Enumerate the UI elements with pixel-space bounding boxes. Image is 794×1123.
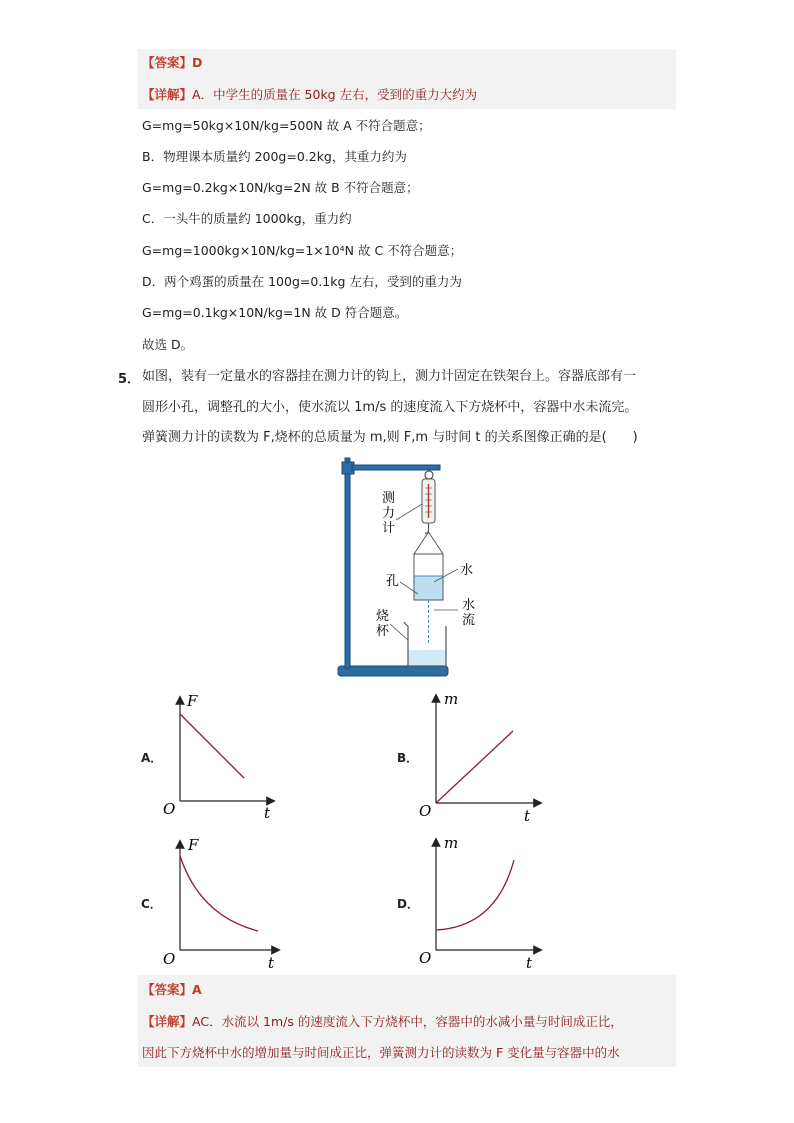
option-c-label[interactable]: C． (141, 897, 162, 911)
graph-b[interactable] (416, 690, 546, 825)
graph-d[interactable] (416, 832, 546, 970)
label-beaker-2: 杯 (376, 624, 390, 639)
origin-d: O (419, 949, 432, 967)
answer2-tag: 【答案】 (142, 982, 193, 997)
answer2-value: A (192, 982, 202, 997)
y-label-a: F (187, 692, 198, 710)
stand-arm (352, 465, 440, 470)
x-label-a: t (264, 804, 271, 820)
detail-line-2: B．物理课本质量约 200g=0.2kg，其重力约为 (142, 149, 407, 164)
answer2-detail-2: 因此下方烧杯中水的增加量与时间成正比，弹簧测力计的读数为 F 变化量与容器中的水 (142, 1045, 620, 1060)
detail-line-3: G=mg=0.2kg×10N/kg=2N 故 B 不符合题意； (142, 180, 419, 195)
x-label-b: t (524, 807, 531, 825)
label-stream-1: 水 (462, 598, 476, 613)
curve-c (180, 856, 258, 931)
detail-line-1: G=mg=50kg×10N/kg=500N 故 A 不符合题意； (142, 118, 431, 133)
answer2-line (142, 981, 202, 999)
answer-tag: 【答案】 (142, 55, 193, 70)
detail-line-8: 故选 D。 (142, 337, 194, 352)
x-label-c: t (268, 954, 275, 969)
curve-a (180, 714, 244, 778)
label-beaker-1: 烧 (376, 609, 390, 624)
prev-detail-line (142, 86, 477, 104)
detail-line-4: C．一头牛的质量约 1000kg，重力约 (142, 211, 352, 226)
graph-a[interactable] (160, 690, 280, 820)
answer2-detail-tag: 【详解】 (142, 1014, 193, 1029)
question-line-2: 圆形小孔，调整孔的大小，使水流以 1m/s 的速度流入下方烧杯中，容器中水未流完。 (142, 400, 638, 415)
option-d-label[interactable]: D． (397, 897, 419, 911)
label-meter-3: 计 (382, 521, 396, 536)
curve-b (436, 731, 513, 803)
detail-line-7: G=mg=0.1kg×10N/kg=1N 故 D 符合题意。 (142, 305, 408, 320)
graph-c[interactable] (160, 834, 285, 969)
label-water: 水 (460, 563, 474, 578)
x-label-d: t (526, 954, 533, 970)
detail-tag: 【详解】 (142, 87, 193, 102)
stand-base (338, 666, 448, 676)
apparatus-figure (334, 454, 484, 682)
answer2-detail-text-1: AC．水流以 1m/s 的速度流入下方烧杯中，容器中的水减小量与时间成正比， (192, 1014, 623, 1029)
label-hole: 孔 (386, 574, 400, 589)
y-label-d: m (444, 834, 459, 852)
curve-d (436, 860, 514, 930)
meter-hook (425, 523, 429, 533)
answer-value: D (192, 55, 203, 70)
y-label-c: F (188, 836, 199, 854)
detail-line-6: D．两个鸡蛋的质量在 100g=0.1kg 左右，受到的重力为 (142, 274, 462, 289)
origin-a: O (163, 800, 176, 818)
question-line-3: 弹簧测力计的读数为 F,烧杯的总质量为 m,则 F,m 与时间 t 的关系图像正确的是( ) (142, 430, 638, 445)
label-stream-2: 流 (462, 613, 476, 628)
stand-pole (345, 458, 350, 668)
detail-line-5: G=mg=1000kg×10N/kg=1×10⁴N 故 C 不符合题意； (142, 243, 463, 258)
label-meter-2: 力 (382, 506, 396, 521)
question-number: 5． (118, 372, 141, 387)
prev-answer-line (142, 54, 202, 72)
option-b-label[interactable]: B． (397, 751, 419, 765)
meter-ring (425, 471, 433, 479)
origin-b: O (419, 802, 432, 820)
origin-c: O (163, 950, 176, 968)
question-line-1: 如图，装有一定量水的容器挂在测力计的钩上，测力计固定在铁架台上。容器底部有一 (142, 369, 637, 384)
option-a-label[interactable]: A． (141, 751, 163, 765)
detail-first: A．中学生的质量在 50kg 左右，受到的重力大约为 (192, 87, 478, 102)
answer2-detail-1 (142, 1013, 623, 1031)
y-label-b: m (444, 690, 459, 708)
label-meter-1: 测 (382, 491, 396, 506)
